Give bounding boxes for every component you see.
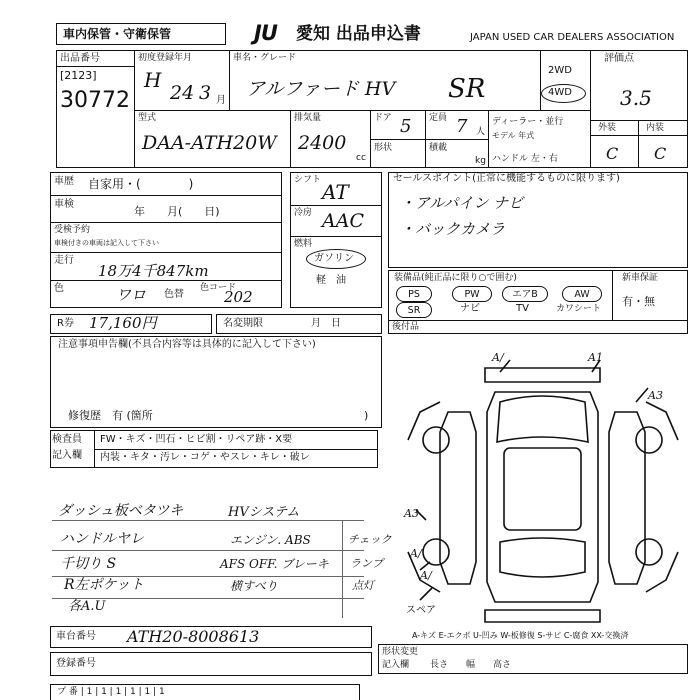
note-mid: 横すべり <box>230 579 278 593</box>
month-unit: 月 <box>216 95 226 106</box>
dealer-label: ディーラー・並行 <box>492 117 564 127</box>
fuel-alt: 軽 油 <box>316 275 346 286</box>
int-value: C <box>654 144 667 163</box>
capacity-label: 定員 <box>429 113 448 123</box>
mileage-label: 走行 <box>54 255 74 266</box>
use-value: 自家用・( ) <box>88 177 194 191</box>
equip-ps: PS <box>396 286 432 302</box>
note-mid: AFS OFF. ブレーキ <box>220 557 329 571</box>
association-name: JAPAN USED CAR DEALERS ASSOCIATION <box>470 32 675 43</box>
car-right-side <box>609 412 645 584</box>
car-name-label: 車名・グレード <box>233 53 297 63</box>
shape-label: 形状 <box>374 143 393 153</box>
note-left: 千切り S <box>60 556 117 572</box>
bottom-strip <box>50 684 360 700</box>
load-label: 積載 <box>429 143 448 153</box>
name-change-label: 名変期限 <box>223 318 263 329</box>
repair-history-close: ) <box>364 409 369 422</box>
doors-label: ドア <box>374 113 392 123</box>
int-label: 内装 <box>646 123 665 133</box>
displacement-label: 排気量 <box>294 113 322 123</box>
note-right: 点灯 <box>352 579 374 592</box>
note-right: チェック <box>348 533 392 546</box>
diagram-mark: A/ <box>492 351 504 364</box>
note-left: ダッシュ板ベタツキ <box>58 503 184 519</box>
size-entry-label: 記入欄 <box>382 660 410 670</box>
inspector-row-exterior: FW・キズ・凹石・ヒビ割・リペア跡・X要 <box>100 434 293 445</box>
note-left: ハンドルヤレ <box>60 531 144 547</box>
inspection-label: 車検 <box>54 199 74 210</box>
car-grade-value: SR <box>448 74 486 104</box>
first-reg-month: 3 <box>199 82 212 104</box>
recycle-value: 17,160円 <box>89 314 157 332</box>
model-year-label: モデル 年式 <box>492 131 535 140</box>
equip-pw: PW <box>452 286 492 302</box>
color-code-value: 202 <box>224 288 253 306</box>
note-right: ランプ <box>350 557 383 570</box>
diagram-mark: A3 <box>648 389 663 402</box>
first-reg-year: 24 <box>170 82 195 104</box>
sales-point-item: ・バックカメラ <box>400 220 506 238</box>
drive-2wd: 2WD <box>548 65 572 76</box>
equip-navi: ナビ <box>460 303 480 314</box>
form-change-label: 形状変更 <box>382 647 419 657</box>
ac-value: AAC <box>322 210 364 232</box>
storage-box <box>56 23 226 45</box>
doors-value: 5 <box>400 116 412 137</box>
damage-legend: A-キズ E-エクボ U-凹み W-板修復 S-サビ C-腐食 XX-交換済 <box>412 631 629 640</box>
diagram-mark: A/ <box>420 569 432 582</box>
name-change-box <box>216 314 382 334</box>
chassis-value: ATH20-8008613 <box>127 627 260 646</box>
shift-label: シフト <box>294 175 322 185</box>
shift-value: AT <box>322 180 349 204</box>
color-no-label: 色替 <box>164 289 184 300</box>
recycle-label: R券 <box>57 318 74 329</box>
new-car-warranty-label: 新車保証 <box>622 273 659 283</box>
later-items-label: 後付品 <box>392 322 420 332</box>
load-unit: kg <box>475 156 486 166</box>
first-reg-era: H <box>144 68 162 92</box>
diagram-mark: A1 <box>588 351 603 364</box>
ac-label: 冷房 <box>294 208 313 218</box>
note-mid: エンジン. ABS <box>230 533 311 547</box>
color-label: 色 <box>54 283 64 294</box>
reg-number-label: 登録番号 <box>56 658 96 669</box>
form-change-box <box>378 644 688 674</box>
size-fields: 長さ 幅 高さ <box>430 660 512 670</box>
sheet-title: 愛知 出品申込書 <box>296 24 421 44</box>
fuel-value: ガソリン <box>314 253 354 264</box>
car-left-side <box>440 412 476 584</box>
model-label: 型式 <box>138 113 157 123</box>
notice-title: 注意事項申告欄(不具合内容等は具体的に記入して下さい) <box>58 339 316 350</box>
spare-tire-label: スペア <box>406 605 436 616</box>
ju-logo: JU <box>254 21 277 45</box>
chassis-box <box>50 626 372 648</box>
displacement-value: 2400 <box>298 132 347 154</box>
use-label: 車歴 <box>54 176 74 187</box>
equip-tv: TV <box>516 303 529 314</box>
score-label: 評価点 <box>604 53 634 64</box>
first-reg-label: 初度登録年月 <box>138 53 193 63</box>
new-car-warranty-value: 有・無 <box>622 295 655 308</box>
sales-point-item: ・アルパイン ナビ <box>400 194 524 212</box>
inspector-entry-label: 記入欄 <box>52 450 82 461</box>
reg-number-box <box>50 652 372 676</box>
drive-4wd: 4WD <box>548 87 572 98</box>
storage-label: 車内保管・守衛保管 <box>63 27 172 41</box>
displacement-unit: cc <box>356 153 366 163</box>
note-left: 各A.U <box>68 599 106 614</box>
bottom-items: プ 番 | 1 | 1 | 1 | 1 | 1 | 1 <box>57 687 165 697</box>
car-name-value: アルファード HV <box>246 78 396 100</box>
recycle-box <box>50 314 212 334</box>
lot-number: 30772 <box>60 88 130 113</box>
lot-label: 出品番号 <box>60 53 100 64</box>
ext-value: C <box>606 144 619 163</box>
note-mid: HVシステム <box>228 505 300 520</box>
equip-aw: AW <box>562 286 602 302</box>
inspection-value: 年 月( 日) <box>134 205 220 218</box>
capacity-value: 7 <box>456 116 468 137</box>
lot-code: [2123] <box>60 69 97 82</box>
mileage-value: 18万4千847km <box>98 262 209 280</box>
chassis-label: 車台番号 <box>56 631 96 642</box>
equip-leather-seat: カワシート <box>556 304 602 314</box>
inspector-label: 検査員 <box>52 434 82 445</box>
car-damage-diagram <box>400 352 690 627</box>
equip-airbag: エアB <box>502 286 548 302</box>
diagram-mark: A3 <box>404 507 419 520</box>
repair-history-label: 修復歴 有 (箇所 <box>68 409 153 422</box>
sales-points-title: セールスポイント(正常に機能するものに限ります) <box>393 173 620 184</box>
fuel-label: 燃料 <box>294 239 313 249</box>
color-code-label: 色コード <box>200 283 237 293</box>
equip-sr: SR <box>396 302 432 318</box>
equipment-title: 装備品(純正品に限り○で囲む) <box>394 273 517 283</box>
diagram-mark: A/ <box>410 547 422 560</box>
inspector-row-interior: 内装・キタ・汚レ・コゲ・やスレ・キレ・破レ <box>100 452 310 463</box>
name-change-value: 月 日 <box>311 318 341 329</box>
capacity-unit: 人 <box>476 127 486 137</box>
model-value: DAA-ATH20W <box>142 132 277 154</box>
color-value: ワロ <box>116 286 147 304</box>
inspection-sub-label: 受検予約 <box>54 225 91 235</box>
ext-label: 外装 <box>598 123 617 133</box>
note-left: R左ポケット <box>64 577 144 593</box>
score-value: 3.5 <box>620 86 652 110</box>
inspection-note: 車検付きの車両は記入して下さい <box>54 239 159 247</box>
handle-label: ハンドル 左・右 <box>492 154 558 164</box>
